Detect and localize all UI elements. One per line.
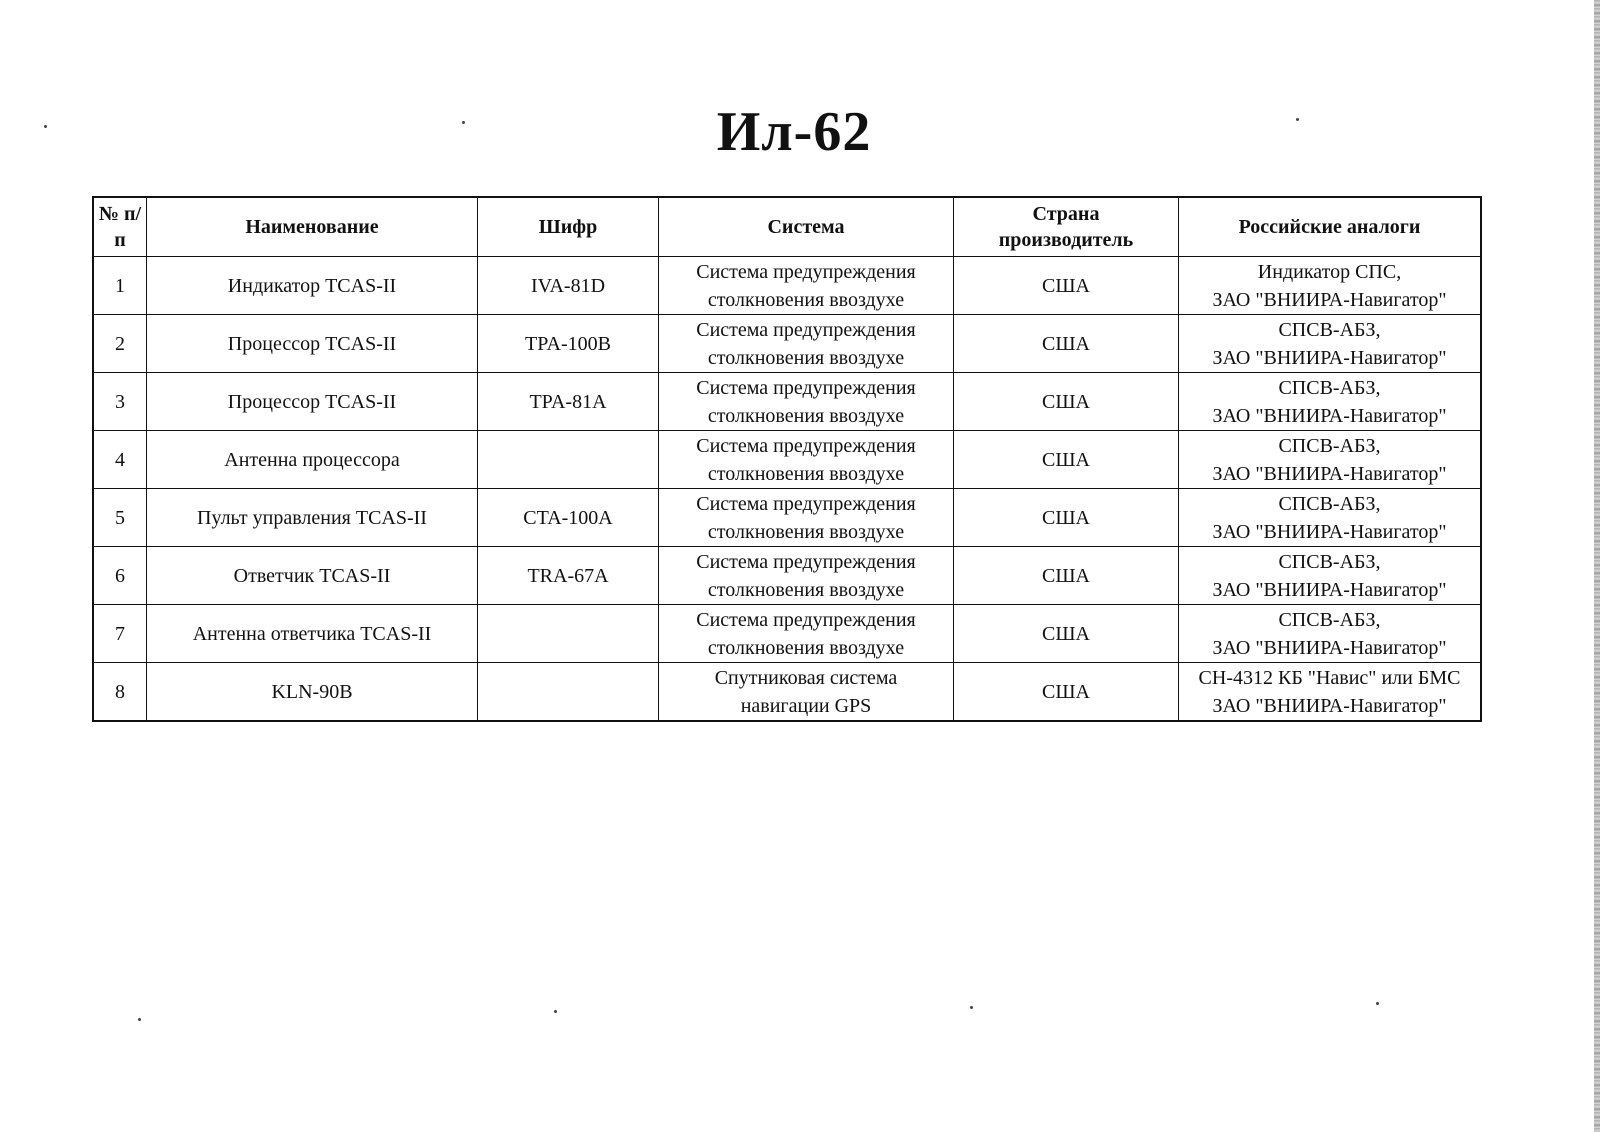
cell-code: TPA-100B [478,315,659,373]
header-system: Система [659,197,954,257]
header-row [93,197,1481,257]
cell-analogs-line1: СПСВ-АБЗ, [1278,492,1381,515]
cell-analogs-line1: СПСВ-АБЗ, [1278,434,1381,457]
cell-analogs-line2: ЗАО "ВНИИРА-Навигатор" [1212,346,1447,369]
scan-speck [970,1006,973,1009]
cell-analogs [1179,431,1482,489]
cell-country: США [954,257,1179,315]
cell-analogs-line2: ЗАО "ВНИИРА-Навигатор" [1212,288,1447,311]
cell-code: TRA-67A [478,547,659,605]
cell-num: 7 [93,605,147,663]
cell-name: Антенна ответчика TCAS-II [147,605,478,663]
cell-system [659,489,954,547]
cell-num: 3 [93,373,147,431]
table-row [93,605,1481,663]
cell-system [659,373,954,431]
cell-analogs-line1: СПСВ-АБЗ, [1278,318,1381,341]
cell-analogs-line2: ЗАО "ВНИИРА-Навигатор" [1212,462,1447,485]
cell-country: США [954,547,1179,605]
scan-speck [1376,1002,1379,1005]
cell-code: CTA-100A [478,489,659,547]
cell-analogs-line1: СПСВ-АБЗ, [1278,550,1381,573]
cell-name: Пульт управления TCAS-II [147,489,478,547]
table-row [93,257,1481,315]
scan-speck [1296,118,1299,121]
cell-system [659,605,954,663]
cell-system-line2: столкновения ввоздухе [707,520,905,543]
cell-analogs [1179,663,1482,722]
scan-edge-artifact [1594,0,1600,1132]
table-row [93,663,1481,722]
cell-analogs-line2: ЗАО "ВНИИРА-Навигатор" [1212,578,1447,601]
cell-code [478,605,659,663]
cell-analogs [1179,315,1482,373]
cell-analogs [1179,373,1482,431]
cell-name: Антенна процессора [147,431,478,489]
cell-num: 2 [93,315,147,373]
cell-analogs-line1: Индикатор СПС, [1257,260,1402,283]
cell-country: США [954,431,1179,489]
cell-name: Процессор TCAS-II [147,373,478,431]
cell-system [659,547,954,605]
cell-name: KLN-90B [147,663,478,722]
header-country-line2: производитель [998,229,1134,251]
cell-system-line2: столкновения ввоздухе [707,404,905,427]
cell-system [659,431,954,489]
scan-speck [138,1018,141,1021]
table-row [93,489,1481,547]
header-code: Шифр [478,197,659,257]
equipment-table-container [92,196,1482,722]
cell-name: Процессор TCAS-II [147,315,478,373]
cell-system-line2: столкновения ввоздухе [707,636,905,659]
cell-code: IVA-81D [478,257,659,315]
table-row [93,373,1481,431]
cell-code [478,663,659,722]
cell-system-line1: Система предупреждения [696,318,916,341]
scan-speck [44,125,47,128]
table-row [93,315,1481,373]
header-country-line1: Страна [1032,203,1100,225]
table-row [93,431,1481,489]
cell-system-line1: Система предупреждения [696,260,916,283]
cell-code [478,431,659,489]
cell-analogs [1179,489,1482,547]
header-country [954,197,1179,257]
scan-speck [462,121,465,124]
page-title: Ил-62 [716,101,872,163]
cell-analogs-line2: ЗАО "ВНИИРА-Навигатор" [1212,404,1447,427]
cell-system-line1: Система предупреждения [696,492,916,515]
cell-analogs-line1: СПСВ-АБЗ, [1278,608,1381,631]
cell-num: 8 [93,663,147,722]
cell-system-line1: Система предупреждения [696,376,916,399]
cell-analogs-line2: ЗАО "ВНИИРА-Навигатор" [1212,636,1447,659]
cell-system [659,315,954,373]
cell-system-line1: Система предупреждения [696,434,916,457]
cell-system-line2: навигации GPS [740,694,872,717]
cell-system-line2: столкновения ввоздухе [707,288,905,311]
cell-country: США [954,605,1179,663]
cell-country: США [954,489,1179,547]
cell-num: 4 [93,431,147,489]
cell-analogs-line1: СН-4312 КБ "Навис" или БМС [1198,666,1461,689]
cell-system-line1: Спутниковая система [714,666,898,689]
scan-speck [554,1010,557,1013]
table-body [93,257,1481,722]
cell-system-line1: Система предупреждения [696,550,916,573]
equipment-table [92,196,1482,722]
cell-system-line1: Система предупреждения [696,608,916,631]
header-num: № п/п [93,197,147,257]
cell-analogs [1179,547,1482,605]
cell-system-line2: столкновения ввоздухе [707,346,905,369]
cell-country: США [954,373,1179,431]
cell-analogs-line2: ЗАО "ВНИИРА-Навигатор" [1212,694,1447,717]
cell-system-line2: столкновения ввоздухе [707,462,905,485]
cell-analogs-line2: ЗАО "ВНИИРА-Навигатор" [1212,520,1447,543]
cell-system [659,257,954,315]
cell-system [659,663,954,722]
cell-code: TPA-81A [478,373,659,431]
cell-analogs [1179,605,1482,663]
cell-name: Индикатор TCAS-II [147,257,478,315]
cell-num: 1 [93,257,147,315]
cell-country: США [954,315,1179,373]
cell-num: 6 [93,547,147,605]
cell-name: Ответчик TCAS-II [147,547,478,605]
cell-system-line2: столкновения ввоздухе [707,578,905,601]
cell-num: 5 [93,489,147,547]
cell-analogs-line1: СПСВ-АБЗ, [1278,376,1381,399]
table-header [93,197,1481,257]
header-name: Наименование [147,197,478,257]
cell-country: США [954,663,1179,722]
table-row [93,547,1481,605]
cell-analogs [1179,257,1482,315]
header-analogs: Российские аналоги [1179,197,1482,257]
